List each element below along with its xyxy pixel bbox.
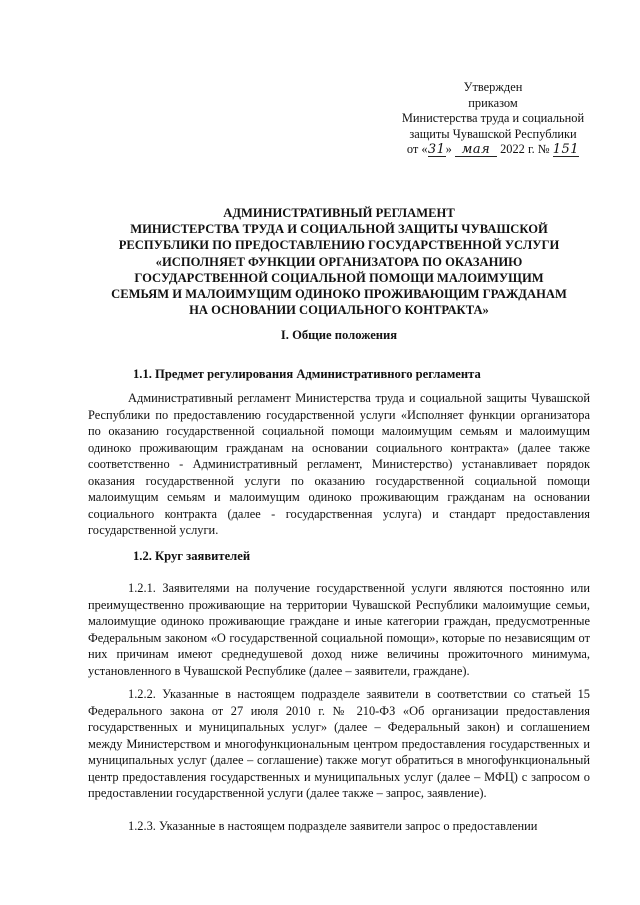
approval-line-republic: защиты Чувашской Республики [409, 126, 577, 141]
date-day-handwritten: 31 [427, 142, 446, 158]
title-line: МИНИСТЕРСТВА ТРУДА И СОЦИАЛЬНОЙ ЗАЩИТЫ ЧУВАШСКОЙ [130, 222, 548, 237]
paragraph-subject: Административный регламент Министерства труда и социальной защиты Чувашской Республики по предоставлению государственной услуги «Исполняет функции организатора по оказанию государственной социальной помощи малоимущим семьям и малоимущим одиноко проживающим гражданам на основании социального контракта» (далее также соответственно - Административный регламент, Министерство) устанавливает порядок оказания государственной услуги по оказанию государственной социальной помощи малоимущим семьям и малоимущим одиноко проживающим гражданам на основании социального контракта (далее - государственная услуга) и стандарт предоставления государственной услуги. [88, 391, 590, 537]
title-line: АДМИНИСТРАТИВНЫЙ РЕГЛАМЕНТ [223, 206, 455, 220]
date-month-handwritten: мая [455, 143, 497, 157]
approval-stamp [384, 80, 602, 158]
regulation-title [88, 205, 590, 318]
subsection-heading-subject: 1.1. Предмет регулирования Административного регламента [133, 367, 481, 381]
title-line: РЕСПУБЛИКИ ПО ПРЕДОСТАВЛЕНИЮ ГОСУДАРСТВЕННОЙ УСЛУГИ [118, 238, 560, 253]
approval-date [384, 142, 602, 158]
subsection-heading-applicants: 1.2. Круг заявителей [133, 549, 251, 563]
title-line: ГОСУДАРСТВЕННОЙ СОЦИАЛЬНОЙ ПОМОЩИ МАЛОИМУЩИМ [134, 270, 544, 285]
title-line: «ИСПОЛНЯЕТ ФУНКЦИИ ОРГАНИЗАТОРА ПО ОКАЗАНИЮ [155, 254, 523, 269]
date-year: 2022 г. № [500, 142, 550, 157]
approval-line-order: приказом [468, 95, 518, 110]
title-line: СЕМЬЯМ И МАЛОИМУЩИМ ОДИНОКО ПРОЖИВАЮЩИМ ГРАЖДАНАМ [111, 287, 567, 302]
paragraph-1-2-3: 1.2.3. Указанные в настоящем подразделе заявители запрос о предоставлении [128, 819, 538, 833]
title-line: НА ОСНОВАНИИ СОЦИАЛЬНОГО КОНТРАКТА» [189, 303, 489, 318]
approval-line-ministry: Министерства труда и социальной [401, 111, 585, 126]
paragraph-1-2-1: 1.2.1. Заявителями на получение государственной услуги являются постоянно или преимущественно проживающие на территории Чувашской Республики малоимущие семьи, малоимущие одиноко проживающие граждане и иные категории граждан, предусмотренные Федеральным законом «О государственной социальной помощи», которые по независящим от них причинам имеют среднедушевой доход ниже величины прожиточного минимума, установленного в Чувашской Республике (далее – заявители, граждане). [88, 581, 590, 678]
date-mid: » [445, 142, 452, 157]
approval-line-approved: Утвержден [463, 80, 523, 94]
date-prefix: от « [406, 142, 428, 157]
paragraph-1-2-2: 1.2.2. Указанные в настоящем подразделе заявители в соответствии со статьей 15 Федерального закона от 27 июля 2010 г. № 210-ФЗ «Об организации предоставления государственных и муниципальных услуг» (далее – Федеральный закон) и соглашением между Министерством и многофункциональным центром предоставления государственных и муниципальных услуг (далее – соглашение) также могут обратиться в многофункциональный центр предоставления государственных и муниципальных услуг (далее – МФЦ) с запросом о предоставлении государственной услуги (далее также – запрос, заявление). [88, 687, 590, 800]
section-heading-general: I. Общие положения [280, 328, 398, 342]
order-number-handwritten: 151 [552, 142, 580, 158]
